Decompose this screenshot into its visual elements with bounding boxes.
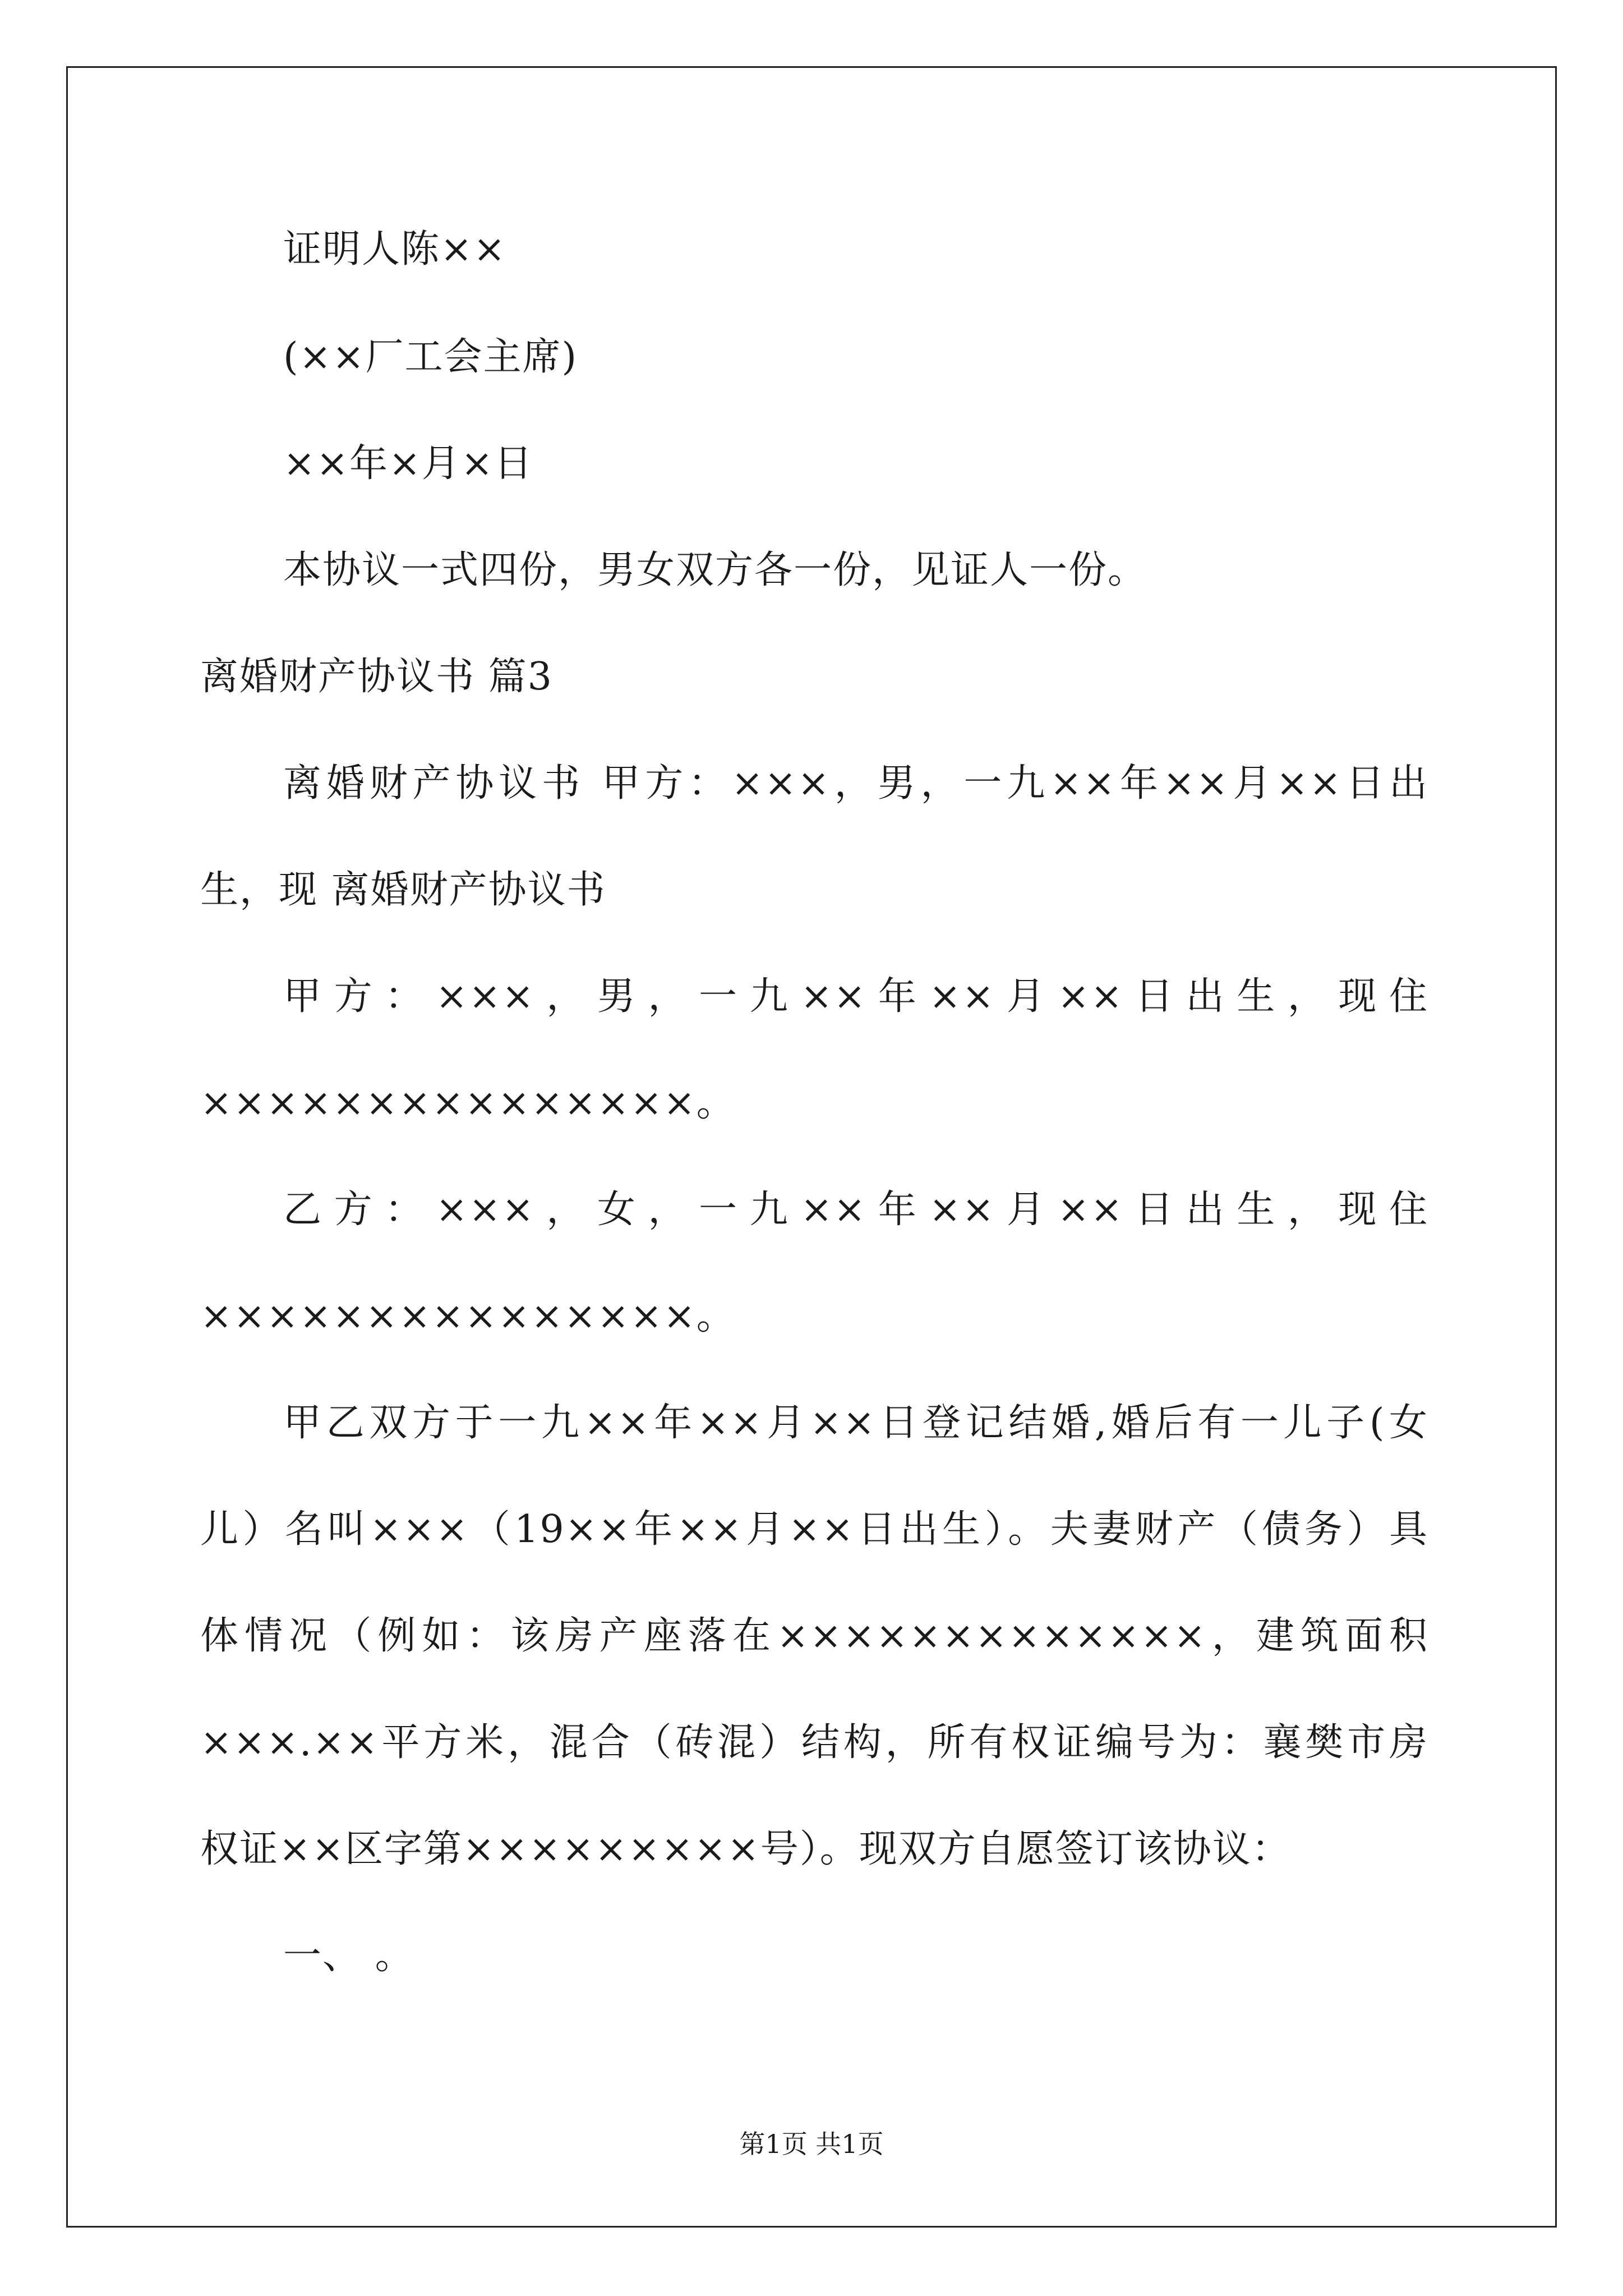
paragraph-intro-line-2: 生，现 离婚财产协议书 [200,868,606,912]
marriage-paragraph-line-3: 体情况（例如：该房产座落在×××××××××××××，建筑面积 [200,1614,1428,1658]
marriage-paragraph-line-5: 权证××区字第×××××××××号）。现双方自愿签订该协议： [200,1827,1291,1871]
clause-one: 一、 。 [283,1934,414,1978]
paragraph-intro-line-1: 离婚财产协议书 甲方：×××，男，一九××年××月××日出 [283,761,1428,806]
marriage-paragraph-line-1: 甲乙双方于一九××年××月××日登记结婚,婚后有一儿子(女 [283,1401,1428,1445]
copies-note: 本协议一式四份，男女双方各一份，见证人一份。 [283,548,1147,592]
page-border [66,66,1557,2228]
witness-title-line: (××厂工会主席) [283,335,578,379]
marriage-paragraph-line-2: 儿）名叫×××（19××年××月××日出生）。夫妻财产（债务）具 [200,1507,1428,1552]
party-b-line-2: ×××××××××××××××。 [200,1294,736,1338]
party-a-line-2: ×××××××××××××××。 [200,1081,736,1125]
witness-line: 证明人陈×× [283,227,506,272]
section-heading: 离婚财产协议书 篇3 [200,655,553,699]
party-a-line-1: 甲方：×××，男，一九××年××月××日出生，现住 [283,974,1428,1019]
page-footer: 第1页 共1页 [739,2129,884,2159]
party-b-line-1: 乙方：×××，女，一九××年××月××日出生，现住 [283,1188,1428,1232]
date-line: ××年×月×日 [283,441,533,486]
marriage-paragraph-line-4: ×××.××平方米，混合（砖混）结构，所有权证编号为：襄樊市房 [200,1720,1428,1765]
